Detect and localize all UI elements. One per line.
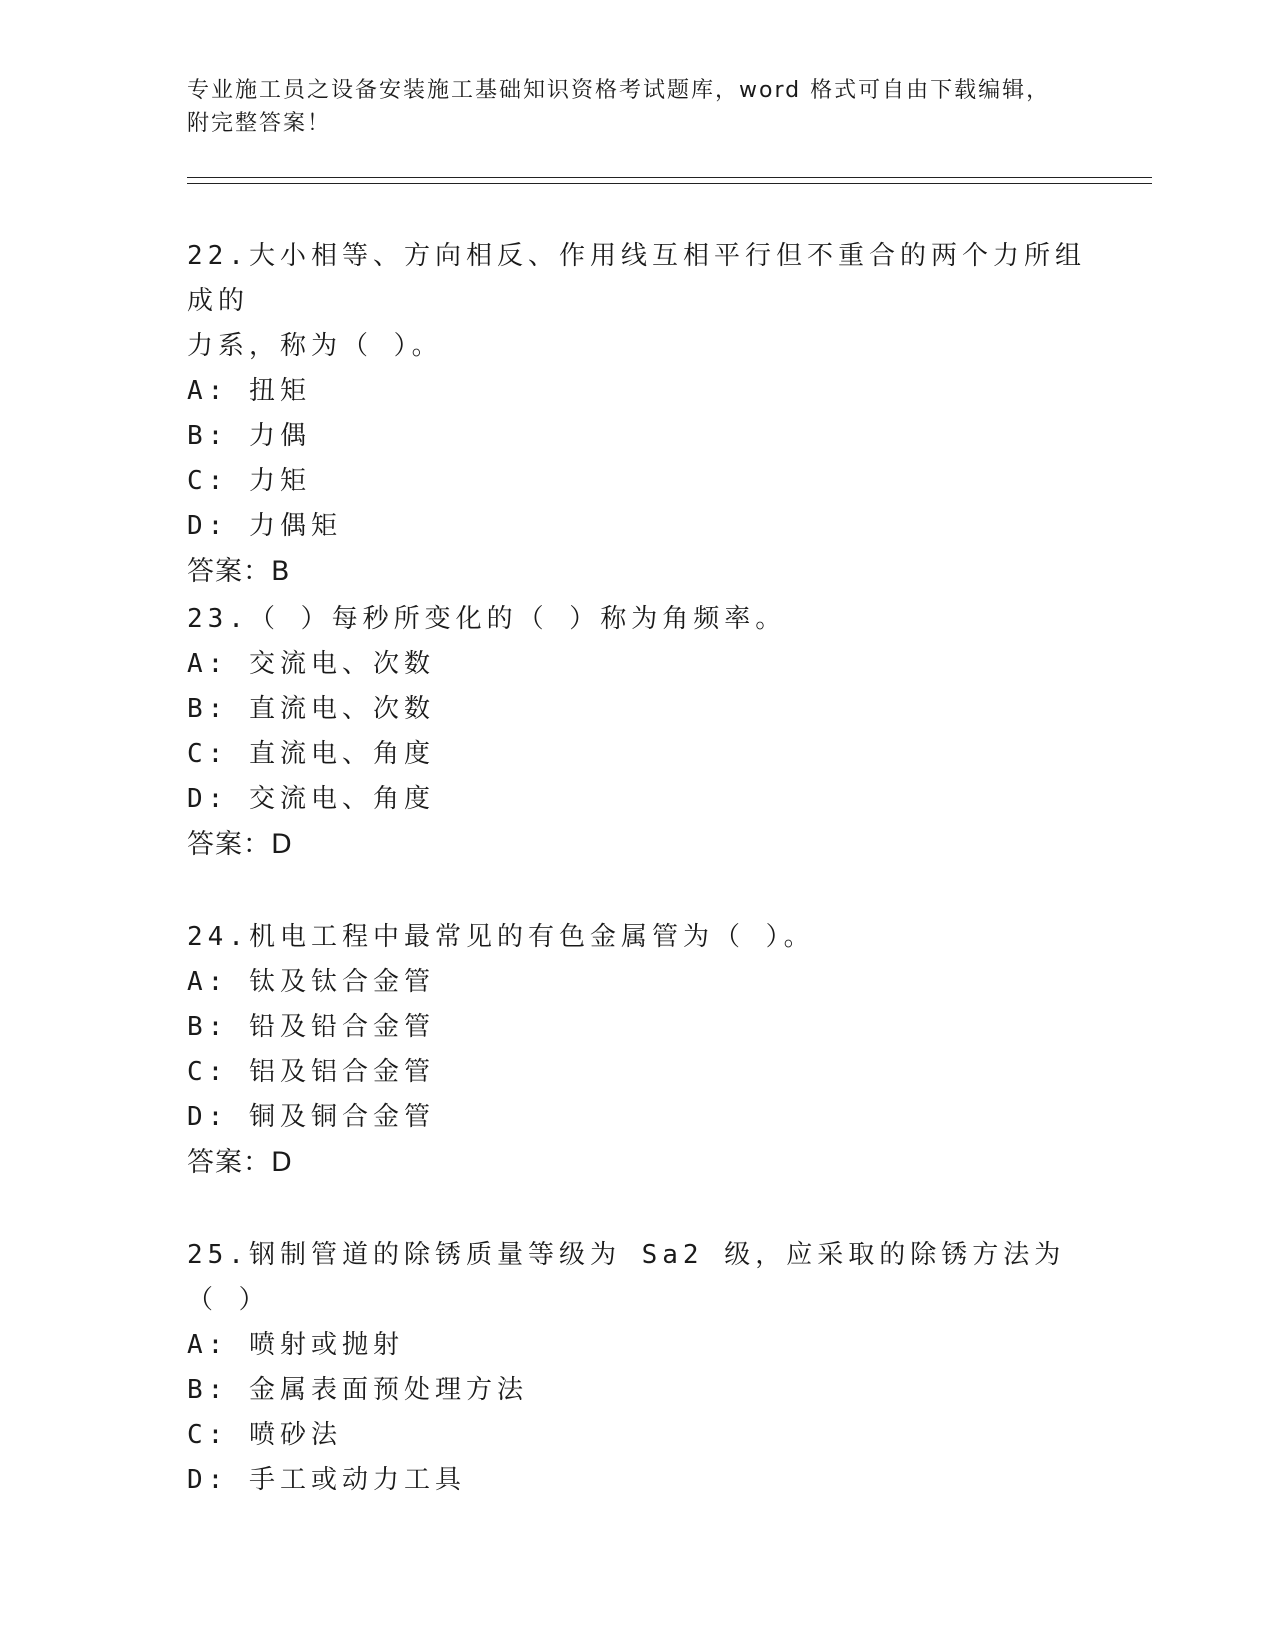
option-d: D: 力偶矩 <box>187 511 342 541</box>
document-header <box>187 74 1087 140</box>
header-divider-top <box>187 177 1152 178</box>
option-d: D: 交流电、角度 <box>187 784 435 814</box>
option-c: C: 铝及铝合金管 <box>187 1057 435 1087</box>
option-a: A: 扭矩 <box>187 376 311 406</box>
option-c: C: 力矩 <box>187 466 311 496</box>
question-stem: 22.大小相等、方向相反、作用线互相平行但不重合的两个力所组成的 <box>187 241 1086 316</box>
question-stem-continued: 力系，称为（ ）。 <box>187 331 443 361</box>
question-stem: 24.机电工程中最常见的有色金属管为（ ）。 <box>187 922 815 952</box>
option-b: B: 力偶 <box>187 421 311 451</box>
option-a: A: 交流电、次数 <box>187 649 435 679</box>
question-24 <box>187 915 1087 1186</box>
option-d: D: 铜及铜合金管 <box>187 1102 435 1132</box>
question-stem: 23.（ ）每秒所变化的（ ）称为角频率。 <box>187 604 787 634</box>
option-b: B: 金属表面预处理方法 <box>187 1375 528 1405</box>
question-25 <box>187 1233 1087 1503</box>
answer: 答案：B <box>187 556 291 587</box>
question-22 <box>187 234 1087 595</box>
header-divider-bottom <box>187 183 1152 184</box>
answer: 答案：D <box>187 1147 293 1178</box>
option-c: C: 直流电、角度 <box>187 739 435 769</box>
option-a: A: 喷射或抛射 <box>187 1330 404 1360</box>
option-c: C: 喷砂法 <box>187 1420 342 1450</box>
header-line-1: 专业施工员之设备安装施工基础知识资格考试题库，word 格式可自由下载编辑， <box>187 78 1051 103</box>
answer: 答案：D <box>187 829 293 860</box>
option-a: A: 钛及钛合金管 <box>187 967 435 997</box>
question-stem: 25.钢制管道的除锈质量等级为 Sa2 级，应采取的除锈方法为（ ） <box>187 1240 1066 1315</box>
option-b: B: 铅及铅合金管 <box>187 1012 435 1042</box>
question-23 <box>187 597 1087 868</box>
option-d: D: 手工或动力工具 <box>187 1465 466 1495</box>
header-line-2: 附完整答案！ <box>187 111 332 136</box>
option-b: B: 直流电、次数 <box>187 694 435 724</box>
